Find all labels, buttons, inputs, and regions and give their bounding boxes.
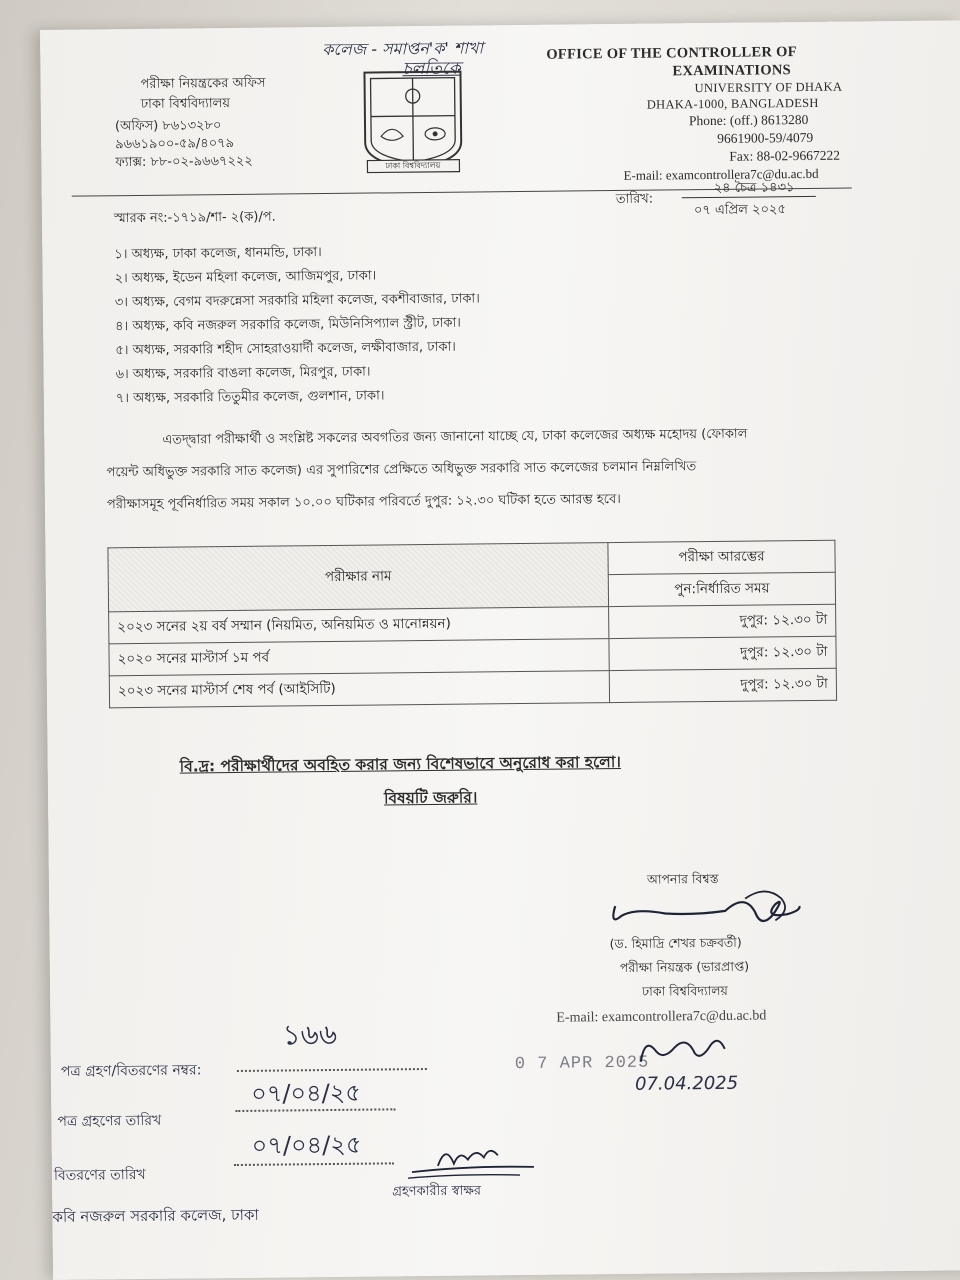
header-address-en: DHAKA-1000, BANGLADESH [646, 95, 819, 112]
signatory-name: (ড. হিমাদ্রি শেখর চক্রবর্তী) [609, 934, 742, 952]
received-stamp-date: 0 7 APR 2025 [514, 1053, 650, 1075]
exam-time-cell: দুপুর: ১২.৩০ টা [609, 668, 836, 702]
exam-name-cell: ২০২৩ সনের ২য় বর্ষ সম্মান (নিয়মিত, অনিয়মিত ও মানোন্নয়ন) [109, 607, 609, 644]
signature-image [605, 884, 806, 938]
recipient-item: ২। অধ্যক্ষ, ইডেন মহিলা কলেজ, আজিমপুর, ঢাকা। [114, 268, 377, 287]
notice-line-1: বি.দ্র: পরীক্ষার্থীদের অবহিত করার জন্য বিশেষভাবে অনুরোধ করা হলো। [179, 752, 621, 776]
recipient-item: ৭। অধ্যক্ষ, সরকারি তিতুমীর কলেজ, গুলশান, ঢাকা। [115, 388, 385, 407]
distribution-date-label: বিতরণের তারিখ [53, 1166, 146, 1184]
signature-closing: আপনার বিশ্বস্ত [646, 870, 719, 887]
handwritten-date: 07.04.2025 [634, 1072, 739, 1095]
handwritten-note-2: চলতিকে [402, 58, 461, 80]
header-phone-bn: (অফিস) ৮৬১৩২৮০ [114, 118, 222, 135]
header-phone-en: Phone: (off.) 8613280 [688, 111, 809, 129]
signatory-university: ঢাকা বিশ্ববিদ্যালয় [642, 982, 728, 999]
exam-name-cell: ২০২০ সনের মাস্টার্স ১ম পর্ব [109, 639, 609, 676]
header-fax-en: Fax: 88-02-9667222 [729, 147, 841, 164]
header-phone2-en: 9661900-59/4079 [717, 129, 814, 146]
header-start-time-2: পুন:নির্ধারিত সময় [608, 572, 835, 606]
body-line-1: এতদ্দ্বারা পরীক্ষার্থী ও সংশ্লিষ্ট সকলের অবগতির জন্য জানানো যাচ্ছে যে, ঢাকা কলেজের অধ্যক্ষ মহোদয় (ফোকাল [162, 426, 748, 448]
table-row [109, 668, 836, 708]
body-line-3: পরীক্ষাসমূহ পূর্বনির্ধারিত সময় সকাল ১০.০০ ঘটিকার পরিবর্তে দুপুর: ১২.৩০ ঘটিকা হতে আরম্ভ হবে। [106, 491, 621, 513]
memo-date-label: তারিখ: [615, 191, 654, 207]
header-office-bn: পরীক্ষা নিয়ন্ত্রকের অফিস [140, 75, 266, 92]
memo-reference: স্মারক নং:-১৭১৯/শা- ২(ক)/প. [113, 209, 276, 227]
distribution-date-value: ০৭/০৪/২৫ [251, 1130, 362, 1160]
header-university-bn: ঢাকা বিশ্ববিদ্যালয় [140, 96, 231, 112]
header-university-en: UNIVERSITY OF DHAKA [694, 79, 843, 96]
document-page [40, 20, 960, 1280]
logo-banner: ঢাকা বিশ্ববিদ্যালয় [385, 160, 441, 171]
receipt-number-label: পত্র গ্রহণ/বিতরণের নম্বর: [60, 1062, 202, 1080]
recipient-item: ৪। অধ্যক্ষ, কবি নজরুল সরকারি কলেজ, মিউনিসিপ্যাল স্ট্রীট, ঢাকা। [115, 315, 461, 335]
receipt-number-dotted-line [237, 1068, 427, 1072]
handwritten-note-1: কলেজ - সমাপ্তন'ক' শাখা [322, 38, 484, 60]
body-line-2: পয়েন্ট অধিভুক্ত সরকারি সাত কলেজ) এর সুপারিশের প্রেক্ষিতে অধিভুক্ত সরকারি সাত কলেজের চলমান নিম্নলিখিত [106, 459, 697, 481]
exam-time-cell: দুপুর: ১২.৩০ টা [609, 636, 836, 670]
exam-name-cell: ২০২৩ সনের মাস্টার্স শেষ পর্ব (আইসিটি) [109, 671, 609, 708]
recipient-item: ৩। অধ্যক্ষ, বেগম বদরুন্নেসা সরকারি মহিলা কলেজ, বকশীবাজার, ঢাকা। [114, 291, 480, 311]
notice-line-2: বিষয়টি জরুরি। [383, 788, 478, 808]
receiver-initial-signature [635, 1031, 731, 1070]
recipient-item: ৫। অধ্যক্ষ, সরকারি শহীদ সোহরাওয়ার্দী কলেজ, লক্ষীবাজার, ঢাকা। [115, 339, 456, 359]
header-start-time-1: পরীক্ষা আরম্ভের [608, 540, 835, 574]
university-logo [358, 64, 467, 175]
recipient-item: ৬। অধ্যক্ষ, সরকারি বাঙলা কলেজ, মিরপুর, ঢাকা। [115, 364, 371, 383]
memo-date-bengali: ২৪ চৈত্র ১৪৩১ [713, 180, 795, 196]
memo-date-english: ০৭ এপ্রিল ২০২৫ [693, 202, 786, 219]
recipient-item: ১। অধ্যক্ষ, ঢাকা কলেজ, ধানমন্ডি, ঢাকা। [114, 245, 322, 263]
exam-time-cell: দুপুর: ১২.৩০ টা [609, 604, 836, 638]
header-email-en: E-mail: examcontrollera7c@du.ac.bd [623, 165, 819, 183]
signatory-title: পরীক্ষা নিয়ন্ত্রক (ভারপ্রাপ্ত) [619, 958, 750, 975]
exam-schedule-table [107, 540, 837, 709]
receiver-signature-label: গ্রহণকারীর স্বাক্ষর [392, 1183, 482, 1200]
header-fax-bn: ফ্যাক্স: ৮৮-০২-৯৬৬৭২২২ [115, 153, 253, 171]
received-date-value: ০৭/০৪/২৫ [251, 1078, 362, 1108]
receipt-number-value: ১৬৬ [282, 1017, 338, 1052]
signatory-email: E-mail: examcontrollera7c@du.ac.bd [556, 1008, 767, 1026]
college-name: কবি নজরুল সরকারি কলেজ, ঢাকা [52, 1205, 259, 1226]
header-examinations-en: EXAMINATIONS [672, 62, 792, 80]
receiver-signature [408, 1135, 538, 1182]
header-office-en: OFFICE OF THE CONTROLLER OF [546, 44, 797, 63]
received-date-label: পত্র গ্রহণের তারিখ [57, 1112, 162, 1130]
header-exam-name: পরীক্ষার নাম [108, 543, 609, 612]
header-phone2-bn: ৯৬৬১৯০০-৫৯/৪০৭৯ [115, 135, 235, 153]
